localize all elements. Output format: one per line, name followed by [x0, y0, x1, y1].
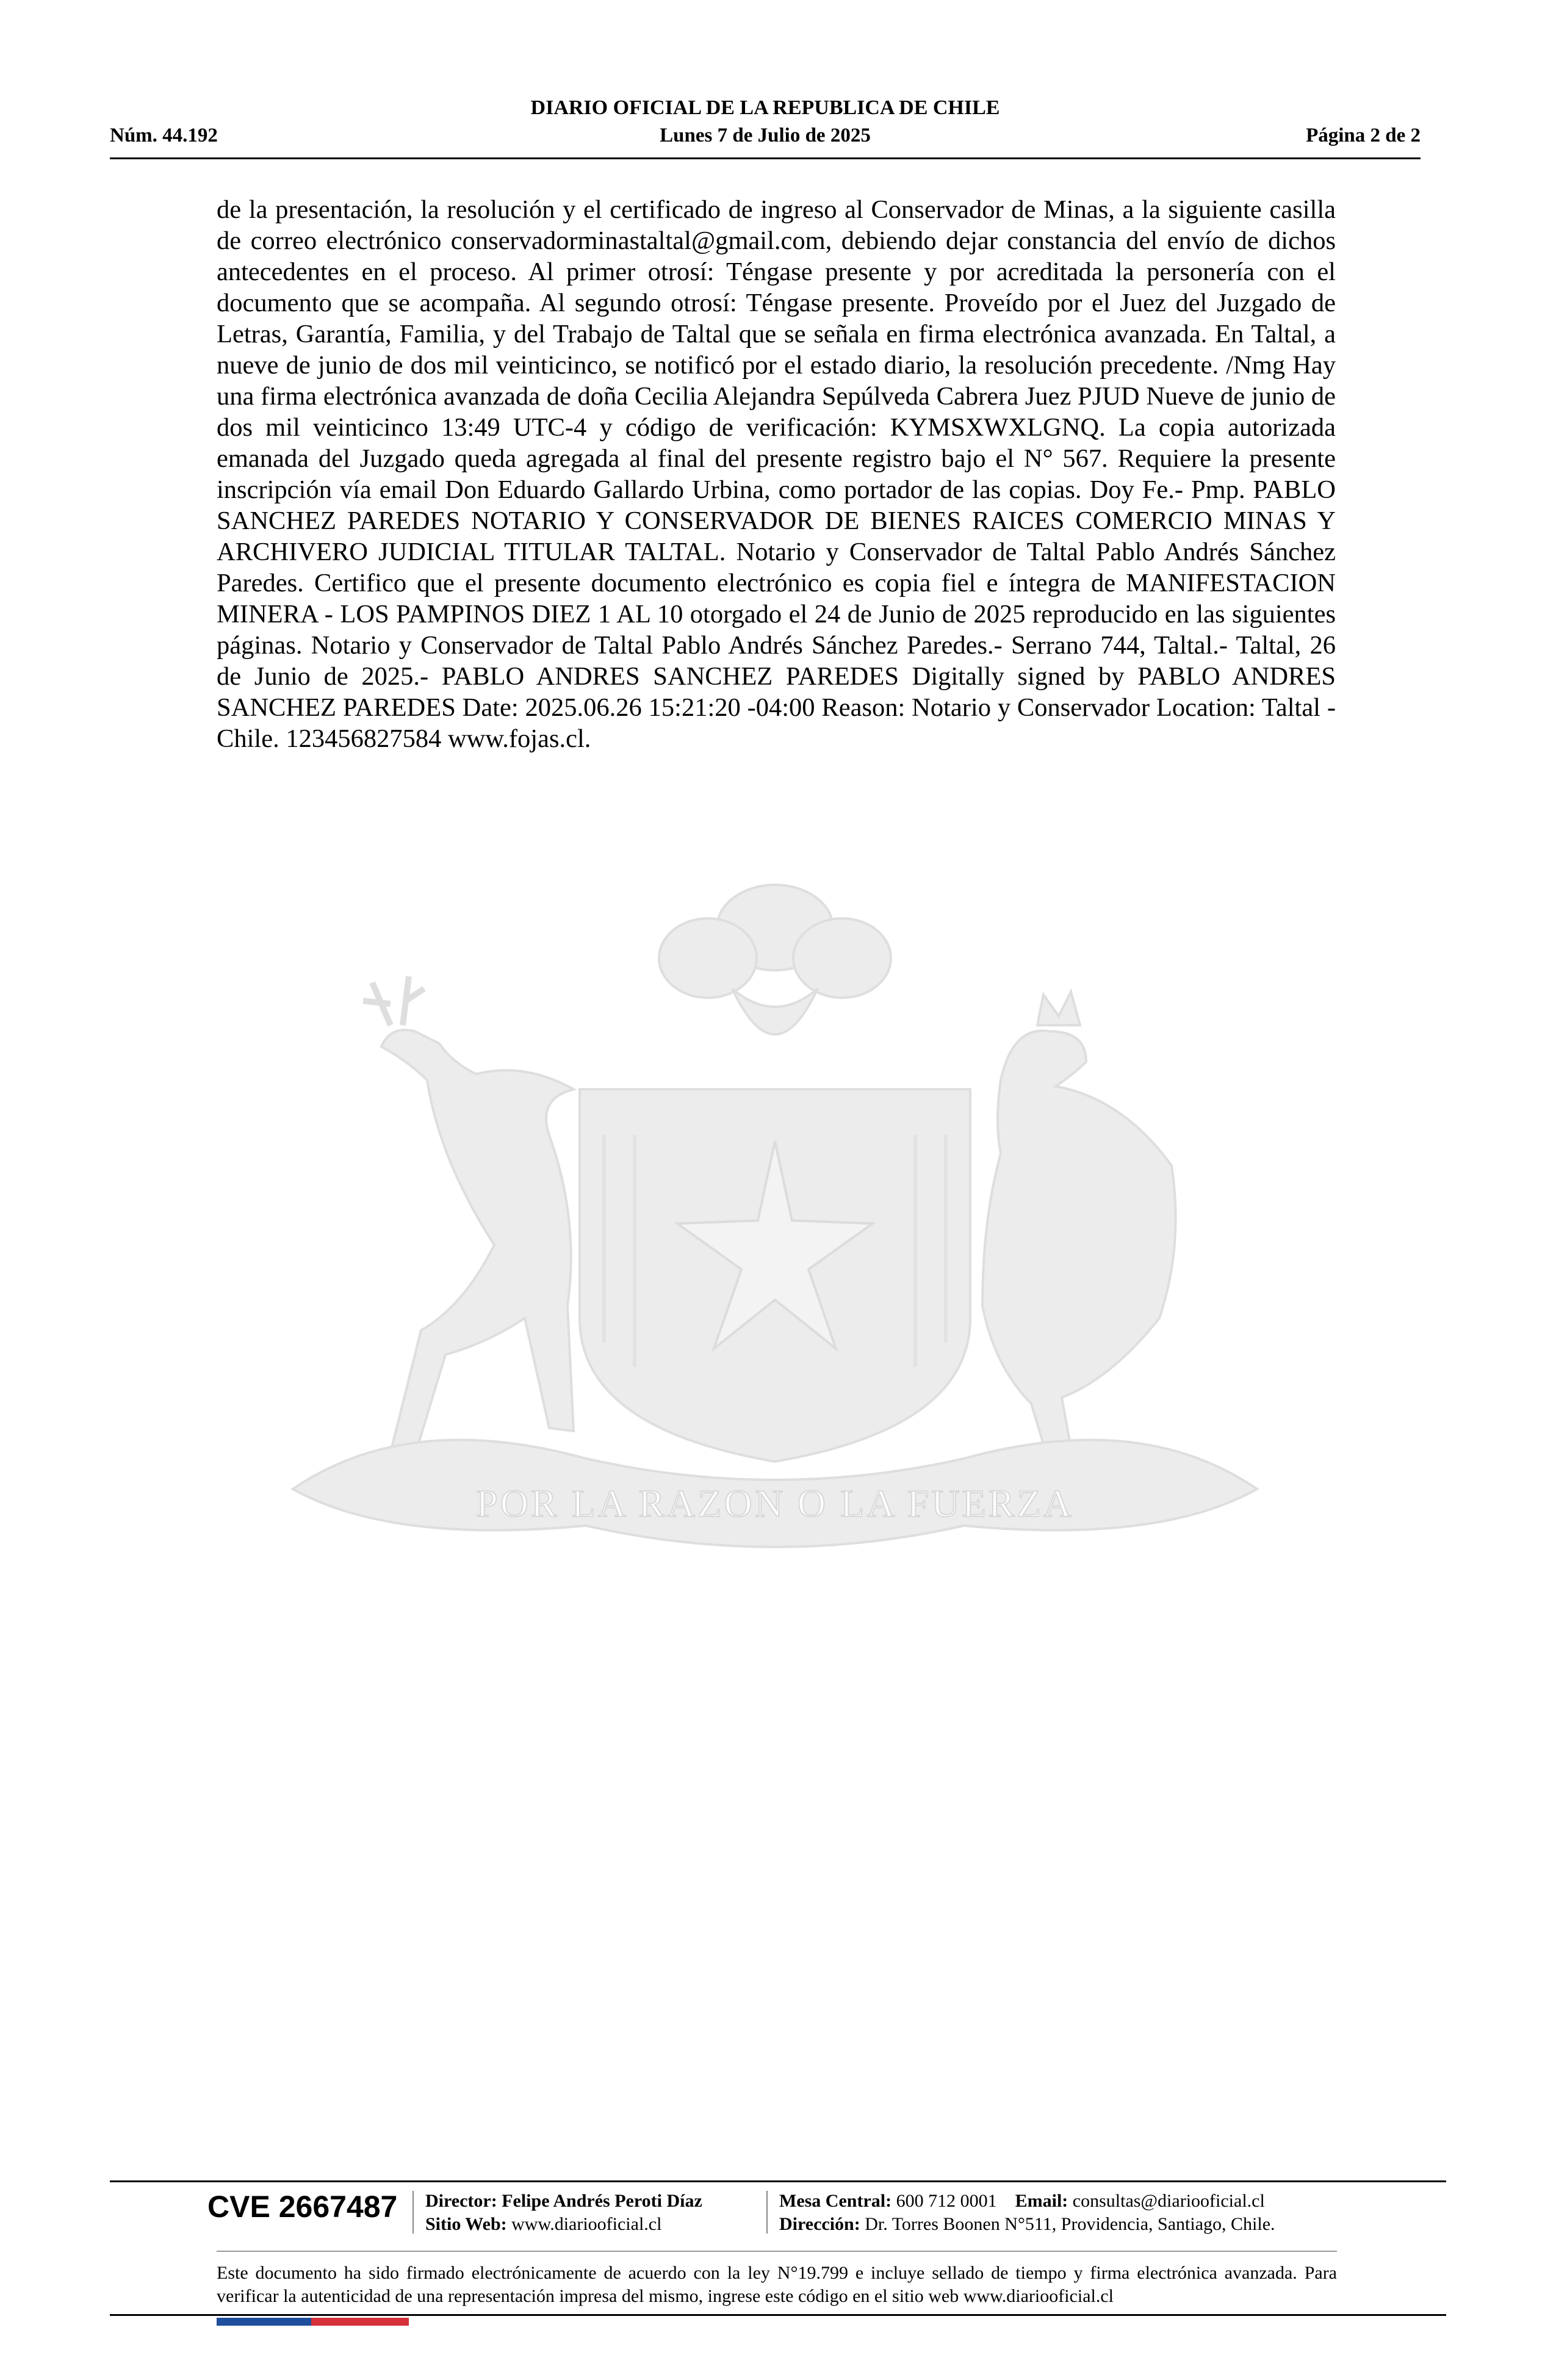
website-label: Sitio Web: — [425, 2214, 507, 2234]
footer-director-block — [425, 2190, 702, 2236]
document-body: de la presentación, la resolución y el certificado de ingreso al Conservador de Minas, a la siguiente casilla de correo electrónico conservadorminastaltal@gmail.com, debiendo dejar constancia del envío de dichos antecedentes en el proceso. Al primer otrosí: Téngase presente y por acreditada la personería con el documento que se acompaña. Al segundo otrosí: Téngase presente. Proveído por el Juez del Juzgado de Letras, Garantía, Familia, y del Trabajo de Taltal que se señala en firma electrónica avanzada. En Taltal, a nueve de junio de dos mil veinticinco, se notificó por el estado diario, la resolución precedente. /Nmg Hay una firma electrónica avanzada de doña Cecilia Alejandra Sepúlveda Cabrera Juez PJUD Nueve de junio de dos mil veinticinco 13:49 UTC-4 y código de verificación: KYMSXWXLGNQ. La copia autorizada emanada del Juzgado queda agregada al final del presente registro bajo el N° 567. Requiere la presente inscripción vía email Don Eduardo Gallardo Urbina, como portador de las copias. Doy Fe.- Pmp. PABLO SANCHEZ PAREDES NOTARIO Y CONSERVADOR DE BIENES RAICES COMERCIO MINAS Y ARCHIVERO JUDICIAL TITULAR TALTAL. Notario y Conservador de Taltal Pablo Andrés Sánchez Paredes. Certifico que el presente documento electrónico es copia fiel e íntegra de MANIFESTACION MINERA - LOS PAMPINOS DIEZ 1 AL 10 otorgado el 24 de Junio de 2025 reproducido en las siguientes páginas. Notario y Conservador de Taltal Pablo Andrés Sánchez Paredes.- Serrano 744, Taltal.- Taltal, 26 de Junio de 2025.- PABLO ANDRES SANCHEZ PAREDES Digitally signed by PABLO ANDRES SANCHEZ PAREDES Date: 2025.06.26 15:21:20 -04:00 Reason: Notario y Conservador Location: Taltal - Chile. 123456827584 www.fojas.cl. — [217, 195, 1336, 753]
seal-motto: POR LA RAZON O LA FUERZA — [476, 1482, 1074, 1525]
address-value: Dr. Torres Boonen N°511, Providencia, Santiago, Chile. — [865, 2214, 1275, 2234]
cve-code: CVE 2667487 — [207, 2190, 398, 2224]
footer-top-rule — [110, 2180, 1446, 2182]
mesa-label: Mesa Central: — [779, 2191, 892, 2211]
address-label: Dirección: — [779, 2214, 860, 2234]
director-line — [425, 2190, 702, 2213]
page-number: Página 2 de 2 — [1306, 124, 1421, 146]
footer-contact-block — [779, 2190, 1275, 2236]
issue-number: Núm. 44.192 — [110, 124, 218, 146]
flag-bar-red — [311, 2318, 409, 2326]
legal-notice: Este documento ha sido firmado electrónicamente de acuerdo con la ley N°19.799 e incluye sellado de tiempo y firma electrónica avanzada. Para verificar la autenticidad de una representación impresa del mismo, ingrese este código en el sitio web www.diariooficial.cl — [217, 2263, 1337, 2306]
mesa-phone: 600 712 0001 — [896, 2191, 997, 2211]
footer-separator — [217, 2251, 1337, 2252]
director-label: Director: — [425, 2191, 497, 2211]
chile-coat-of-arms-icon — [207, 879, 1342, 1666]
page-header — [110, 92, 1421, 159]
footer-divider — [412, 2191, 414, 2234]
footer-divider — [766, 2191, 768, 2234]
flag-bar-blue — [217, 2318, 311, 2326]
footer-bottom-rule — [110, 2314, 1446, 2316]
contact-line — [779, 2190, 1275, 2213]
website-link[interactable]: www.diariooficial.cl — [511, 2214, 662, 2234]
email-label: Email: — [1015, 2191, 1068, 2211]
website-line — [425, 2213, 702, 2236]
gazette-title: DIARIO OFICIAL DE LA REPUBLICA DE CHILE — [530, 96, 1000, 119]
issue-date: Lunes 7 de Julio de 2025 — [660, 124, 871, 146]
address-line — [779, 2213, 1275, 2236]
director-name: Felipe Andrés Peroti Díaz — [502, 2191, 702, 2211]
email-link[interactable]: consultas@diariooficial.cl — [1072, 2191, 1265, 2211]
